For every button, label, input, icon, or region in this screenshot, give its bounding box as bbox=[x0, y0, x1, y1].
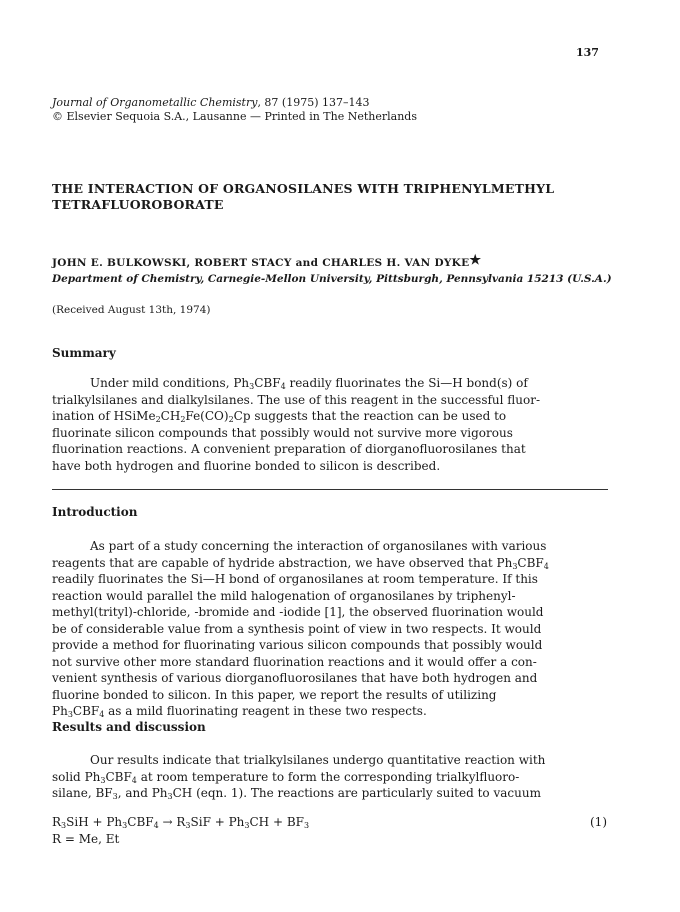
results-paragraph bbox=[52, 752, 614, 802]
intro-line: provide a method for fluorinating various silicon compounds that possibly would bbox=[52, 638, 543, 652]
reaction-arrow-icon: → bbox=[158, 815, 177, 829]
page-number: 137 bbox=[576, 46, 599, 59]
journal-name: Journal of Organometallic Chemistry bbox=[52, 96, 258, 109]
journal-citation bbox=[52, 96, 612, 110]
introduction-heading: Introduction bbox=[52, 505, 138, 519]
summary-line: trialkylsilanes and dialkylsilanes. The use of this reagent in the successful fluor- bbox=[52, 392, 541, 407]
intro-line: be of considerable value from a synthesis point of view in two respects. It would bbox=[52, 621, 542, 636]
summary-heading: Summary bbox=[52, 346, 116, 360]
author-list bbox=[52, 253, 481, 269]
copyright-line: © Elsevier Sequoia S.A., Lausanne — Printed in The Netherlands bbox=[52, 110, 417, 123]
summary-paragraph bbox=[52, 375, 614, 474]
equation-condition: R = Me, Et bbox=[52, 831, 120, 846]
intro-line: reaction would parallel the mild halogenation of organosilanes by triphenyl- bbox=[52, 588, 516, 603]
intro-line: readily fluorinates the Si—H bond of organosilanes at room temperature. If this bbox=[52, 572, 538, 586]
summary-line: ination of $HSiMe_2CH_2Fe(CO)_2Cp$ suggests that the reaction can be used to bbox=[52, 409, 507, 424]
introduction-paragraph bbox=[52, 538, 614, 720]
title-line-2: TETRAFLUOROBORATE bbox=[52, 197, 224, 212]
summary-line: have both hydrogen and fluorine bonded to silicon is described. bbox=[52, 458, 441, 473]
author-names: JOHN E. BULKOWSKI, ROBERT STACY and CHARLES H. VAN DYKE bbox=[52, 257, 470, 269]
received-date: (Received August 13th, 1974) bbox=[52, 304, 211, 316]
results-line: Our results indicate that trialkylsilanes undergo quantitative reaction with bbox=[90, 753, 546, 767]
title-line-1: THE INTERACTION OF ORGANOSILANES WITH TRIPHENYLMETHYL bbox=[52, 181, 555, 196]
corresponding-author-star-icon: ★ bbox=[469, 253, 482, 268]
journal-reference: , 87 (1975) 137–143 bbox=[257, 96, 370, 109]
intro-line: reagents that are capable of hydride abstraction, we have observed that $Ph_3CBF_4$ bbox=[52, 555, 549, 571]
results-heading: Results and discussion bbox=[52, 720, 206, 734]
intro-line: methyl(trityl)-chloride, -bromide and -iodide [1], the observed fluorination would bbox=[52, 605, 544, 619]
summary-line: fluorination reactions. A convenient preparation of diorganofluorosilanes that bbox=[52, 442, 526, 456]
intro-line: As part of a study concerning the interaction of organosilanes with various bbox=[90, 539, 547, 553]
journal-header bbox=[52, 96, 612, 124]
results-line: solid $Ph_3CBF_4$ at room temperature to form the corresponding trialkylfluoro- bbox=[52, 769, 520, 785]
intro-line: $Ph_3CBF_4$ as a mild fluorinating reagent in these two respects. bbox=[52, 704, 427, 719]
section-divider bbox=[52, 489, 608, 490]
equation-line: $R_3SiH + Ph_3CBF_4 \to R_3SiF + Ph_3CH + BF_3$ bbox=[52, 815, 310, 830]
results-line: silane, $BF_3$, and $Ph_3CH$ (eqn. 1). The reactions are particularly suited to vacuum bbox=[52, 786, 541, 801]
article-title bbox=[52, 181, 622, 213]
affiliation: Department of Chemistry, Carnegie-Mellon University, Pittsburgh, Pennsylvania 15213 (U.S.A.) bbox=[52, 273, 612, 285]
summary-line: fluorinate silicon compounds that possibly would not survive more vigorous bbox=[52, 425, 513, 440]
chemical-equation bbox=[52, 814, 607, 847]
summary-line: Under mild conditions, $Ph_3CBF_4$ readily fluorinates the Si—H bond(s) of bbox=[90, 376, 528, 391]
intro-line: not survive other more standard fluorination reactions and it would offer a con- bbox=[52, 654, 537, 669]
equation-number: (1) bbox=[590, 815, 607, 829]
intro-line: fluorine bonded to silicon. In this paper, we report the results of utilizing bbox=[52, 687, 497, 702]
intro-line: venient synthesis of various diorganofluorosilanes that have both hydrogen and bbox=[52, 671, 538, 685]
